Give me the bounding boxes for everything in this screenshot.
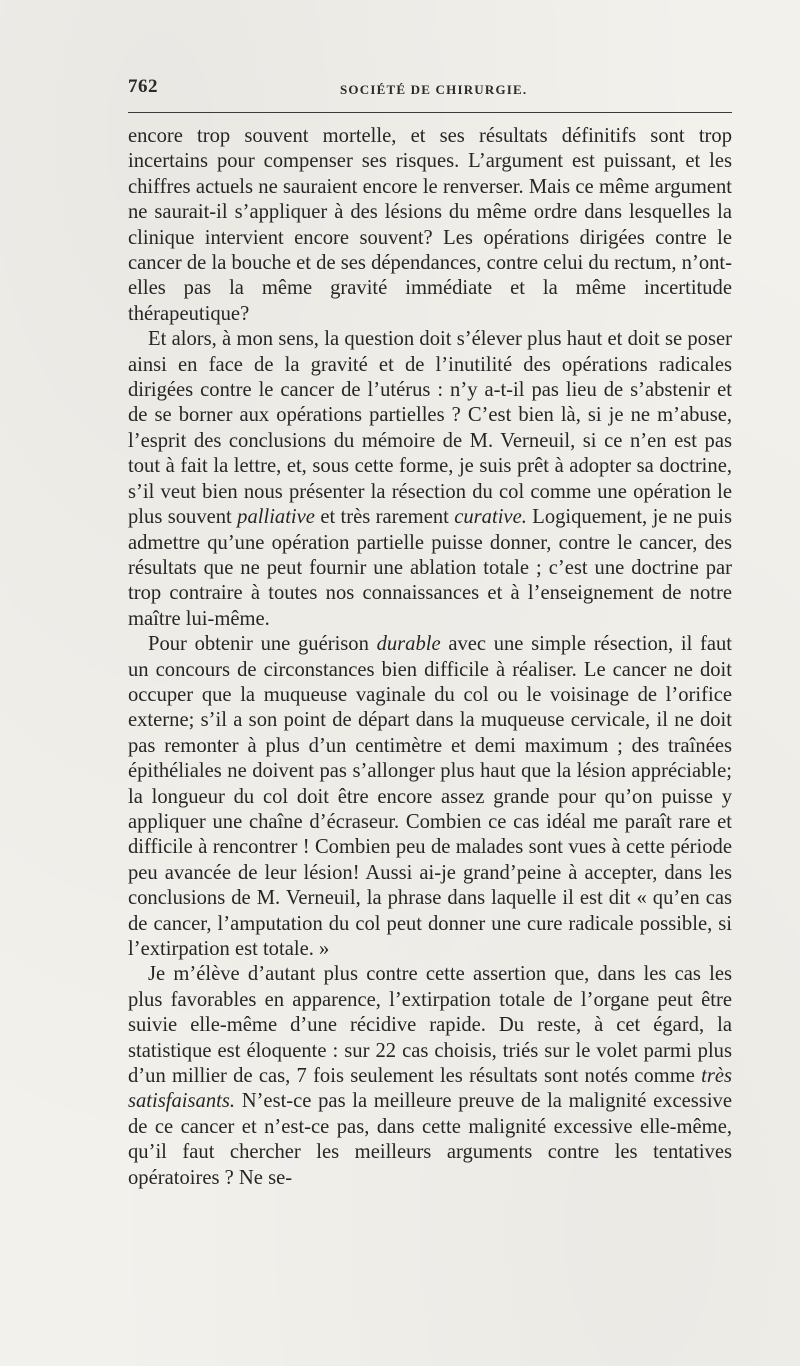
italic-text: curative. — [454, 506, 527, 529]
body-text — [128, 124, 732, 1191]
running-title: SOCIÉTÉ DE CHIRURGIE. — [340, 82, 528, 97]
text-run: Et alors, à mon sens, la question doit s’élever plus haut et doit se poser ainsi en face de la gravité et de l’inutilité des opérations radicales dirigées contre le cancer de l’utérus : n’y a-t-il pas lieu de s’abstenir et de se borner aux opérations partielles ? C’est bien là, si je ne m’abuse, l’esprit des conclusions du mémoire de M. Verneuil, si ce n’en est pas tout à fait la lettre, et, sous cette forme, je suis prêt à adopter sa doctrine, s’il veut bien nous présenter la résection du col comme une opération le plus souvent — [128, 328, 732, 529]
text-run: avec une simple résection, il faut un concours de circonstances bien difficile à réaliser. Le cancer ne doit occuper que la muqueuse vaginale du col ou le voisinage de l’orifice externe; s’il a son point de départ dans la muqueuse cervicale, il ne doit pas remonter à plus d’un centimètre et demi maximum ; des traînées épithéliales ne doivent pas s’allonger plus haut que la lésion appréciable; la longueur du col doit être encore assez grande pour qu’on puisse y appliquer une chaîne d’écraseur. Combien ce cas idéal me paraît rare et difficile à rencontrer ! Combien peu de malades sont vues à cette période peu avancée de leur lésion! Aussi ai-je grand’peine à accepter, dans les conclusions de M. Verneuil, la phrase dans laquelle il est dit « qu’en cas de cancer, l’amputation du col peut donner une cure radicale possible, si l’extirpation est totale. » — [128, 633, 732, 960]
page-number: 762 — [128, 76, 158, 97]
text-run: Je m’élève d’autant plus contre cette assertion que, dans les cas les plus favorables en apparence, l’extirpation totale de l’organe peut être suivie elle-même d’une récidive rapide. Du reste, à cet égard, la statistique est éloquente : sur 22 cas choisis, triés sur le volet parmi plus d’un millier de cas, 7 fois seulement les résultats sont notés comme — [128, 963, 732, 1088]
text-run: N’est-ce pas la meilleure preuve de la malignité excessive de ce cancer et n’est-ce pas, dans cette malignité excessive elle-même, qu’il faut chercher les meilleurs arguments contre les tentatives opératoires ? Ne se- — [128, 1090, 732, 1189]
paragraph — [128, 327, 732, 632]
text-run: encore trop souvent mortelle, et ses résultats définitifs sont trop incertains pour compenser ses risques. L’argument est puissant, et les chiffres actuels ne sauraient encore le renverser. Mais ce même argument ne saurait-il s’appliquer à des lésions du même ordre dans lesquelles la clinique intervient encore souvent? Les opérations dirigées contre le cancer de la bouche et de ses dépendances, contre celui du rectum, n’ont-elles pas la même gravité immédiate et la même incertitude thérapeutique? — [128, 125, 732, 325]
italic-text: palliative — [237, 506, 315, 529]
header-rule — [128, 112, 732, 113]
italic-text: durable — [376, 633, 441, 656]
text-run: Logiquement, je ne puis admettre qu’une opération partielle puisse donner, contre le cancer, des résultats que ne peut fournir une ablation totale ; c’est une doctrine par trop contraire à toutes nos connaissances et à l’enseignement de notre maître lui-même. — [128, 506, 732, 630]
paragraph — [128, 632, 732, 962]
paragraph — [128, 962, 732, 1191]
text-run: Pour obtenir une guérison — [148, 633, 377, 656]
paragraph — [128, 124, 732, 327]
text-run: et très rarement — [314, 506, 455, 529]
page-header — [128, 70, 732, 100]
italic-text: très satisfaisants. — [128, 1065, 732, 1113]
